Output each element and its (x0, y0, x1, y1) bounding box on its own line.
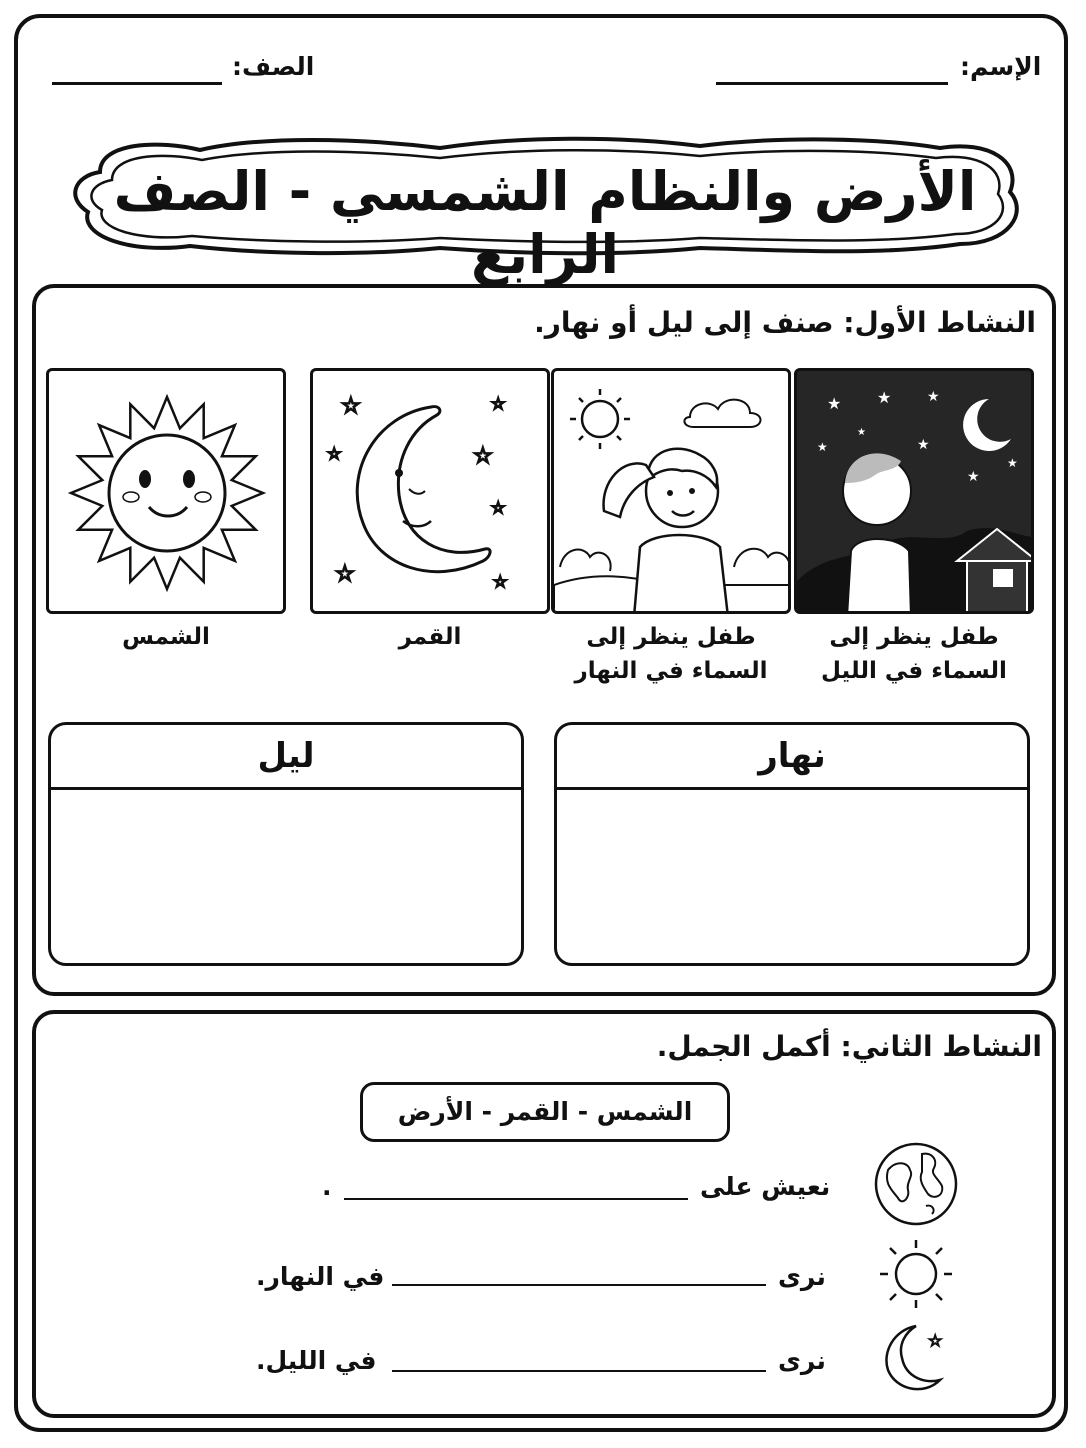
sentence1-start: نعيش على (700, 1172, 831, 1201)
svg-text:★: ★ (827, 394, 842, 413)
caption-sun: الشمس (122, 624, 210, 650)
child-night-sky-icon (797, 371, 1034, 614)
night-sort-box[interactable] (48, 722, 524, 966)
svg-text:☆: ☆ (491, 394, 506, 413)
name-field[interactable] (716, 82, 948, 85)
activity1-title: النشاط الأول: صنف إلى ليل أو نهار. (534, 306, 1036, 339)
sentence1-end: . (322, 1172, 332, 1201)
day-header: نهار (557, 725, 1027, 790)
svg-text:☆: ☆ (335, 562, 355, 587)
svg-text:☆: ☆ (493, 572, 508, 591)
earth-icon (872, 1140, 960, 1228)
svg-text:☆: ☆ (928, 1331, 943, 1350)
page-title: الأرض والنظام الشمسي - الصف الرابع (113, 160, 977, 286)
name-label: الإسم: (960, 52, 1042, 81)
sentence2-end: في النهار. (256, 1262, 385, 1291)
svg-text:★: ★ (857, 427, 866, 438)
svg-text:★: ★ (917, 437, 930, 453)
card-child-day (551, 368, 791, 614)
sentence1-blank[interactable] (344, 1198, 688, 1200)
sentence2-start: نرى (778, 1262, 826, 1291)
svg-text:★: ★ (877, 388, 892, 407)
caption-child-day: طفل ينظر إلى السماء في النهار (574, 624, 768, 684)
svg-text:★: ★ (817, 440, 828, 454)
svg-text:☆: ☆ (473, 444, 493, 469)
moon-star-icon (878, 1320, 954, 1396)
sentence3-blank[interactable] (392, 1370, 766, 1372)
card-child-night (794, 368, 1034, 614)
svg-text:☆: ☆ (327, 444, 342, 463)
sentence2-blank[interactable] (392, 1284, 766, 1286)
svg-text:☆: ☆ (341, 394, 361, 419)
title-banner (60, 132, 1030, 286)
card-sun (46, 368, 286, 614)
sun-icon (49, 371, 286, 614)
caption-child-night: طفل ينظر إلى السماء في الليل (821, 624, 1007, 684)
card-moon (310, 368, 550, 614)
sentence3-start: نرى (778, 1346, 826, 1375)
class-field[interactable] (52, 82, 222, 85)
word-bank: الشمس - القمر - الأرض (360, 1082, 730, 1142)
day-sort-box[interactable] (554, 722, 1030, 966)
sentence3-end: في الليل. (256, 1346, 377, 1375)
activity2-title: النشاط الثاني: أكمل الجمل. (656, 1030, 1042, 1063)
svg-text:★: ★ (967, 469, 980, 485)
svg-text:★: ★ (1007, 456, 1018, 470)
svg-text:★: ★ (927, 389, 940, 405)
child-day-sky-icon (554, 371, 791, 614)
caption-moon: القمر (398, 624, 462, 650)
moon-icon (313, 371, 550, 614)
svg-text:☆: ☆ (491, 498, 506, 517)
sun-small-icon (876, 1236, 956, 1312)
night-header: ليل (51, 725, 521, 790)
class-label: الصف: (232, 52, 315, 81)
